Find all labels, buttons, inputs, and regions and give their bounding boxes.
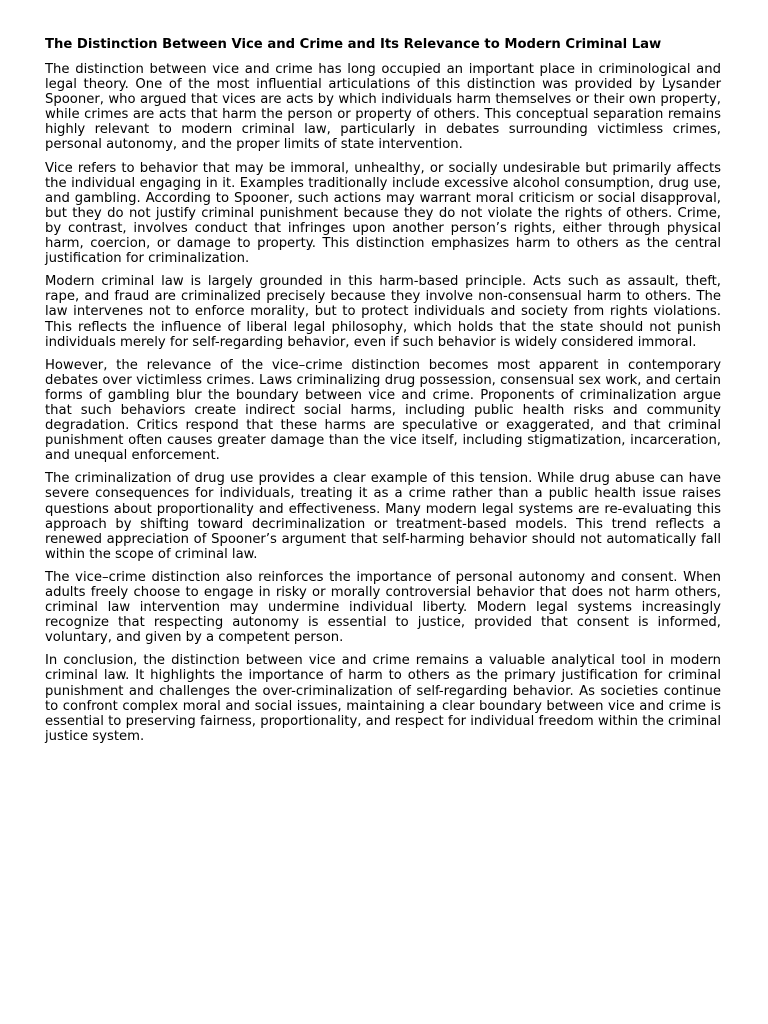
paragraph: The vice–crime distinction also reinforces the importance of personal autonomy and consent. When adults freely choose to engage in risky or morally controversial behavior that does not harm others, criminal law intervention may undermine individual liberty. Modern legal systems increasingly recognize that respecting autonomy is essential to justice, provided that consent is informed, voluntary, and given by a competent person. [45,569,721,646]
paragraph: Modern criminal law is largely grounded in this harm-based principle. Acts such as assault, theft, rape, and fraud are criminalized precisely because they involve non-consensual harm to others. The law intervenes not to enforce morality, but to protect individuals and society from rights violations. This reflects the influence of liberal legal philosophy, which holds that the state should not punish individuals merely for self-regarding behavior, even if such behavior is widely considered immoral. [45,274,721,350]
document-title: The Distinction Between Vice and Crime and Its Relevance to Modern Criminal Law [45,37,662,52]
paragraph: The distinction between vice and crime has long occupied an important place in criminological and legal theory. One of the most influential articulations of this distinction was provided by Lysander Spooner, who argued that vices are acts by which individuals harm themselves or their own property, while crimes are acts that harm the person or property of others. This conceptual separation remains highly relevant to modern criminal law, particularly in debates surrounding victimless crimes, personal autonomy, and the proper limits of state intervention. [45,62,721,153]
document-page [45,36,721,752]
paragraph: The criminalization of drug use provides a clear example of this tension. While drug abuse can have severe consequences for individuals, treating it as a crime rather than a public health issue raises questions about proportionality and effectiveness. Many modern legal systems are re-evaluating this approach by shifting toward decriminalization or treatment-based models. This trend reflects a renewed appreciation of Spooner’s argument that self-harming behavior should not automatically fall within the scope of criminal law. [45,471,721,562]
paragraph: In conclusion, the distinction between vice and crime remains a valuable analytical tool in modern criminal law. It highlights the importance of harm to others as the primary justification for criminal punishment and challenges the over-criminalization of self-regarding behavior. As societies continue to confront complex moral and social issues, maintaining a clear boundary between vice and crime is essential to preserving fairness, proportionality, and respect for individual freedom within the criminal justice system. [45,653,721,744]
paragraph: However, the relevance of the vice–crime distinction becomes most apparent in contemporary debates over victimless crimes. Laws criminalizing drug possession, consensual sex work, and certain forms of gambling blur the boundary between vice and crime. Proponents of criminalization argue that such behaviors create indirect social harms, including public health risks and community degradation. Critics respond that these harms are speculative or exaggerated, and that criminal punishment often causes greater damage than the vice itself, including stigmatization, incarceration, and unequal enforcement. [45,357,721,464]
paragraph: Vice refers to behavior that may be immoral, unhealthy, or socially undesirable but primarily affects the individual engaging in it. Examples traditionally include excessive alcohol consumption, drug use, and gambling. According to Spooner, such actions may warrant moral criticism or social disapproval, but they do not justify criminal punishment because they do not violate the rights of others. Crime, by contrast, involves conduct that infringes upon another person’s rights, either through physical harm, coercion, or damage to property. This distinction emphasizes harm to others as the central justification for criminalization. [45,160,721,267]
